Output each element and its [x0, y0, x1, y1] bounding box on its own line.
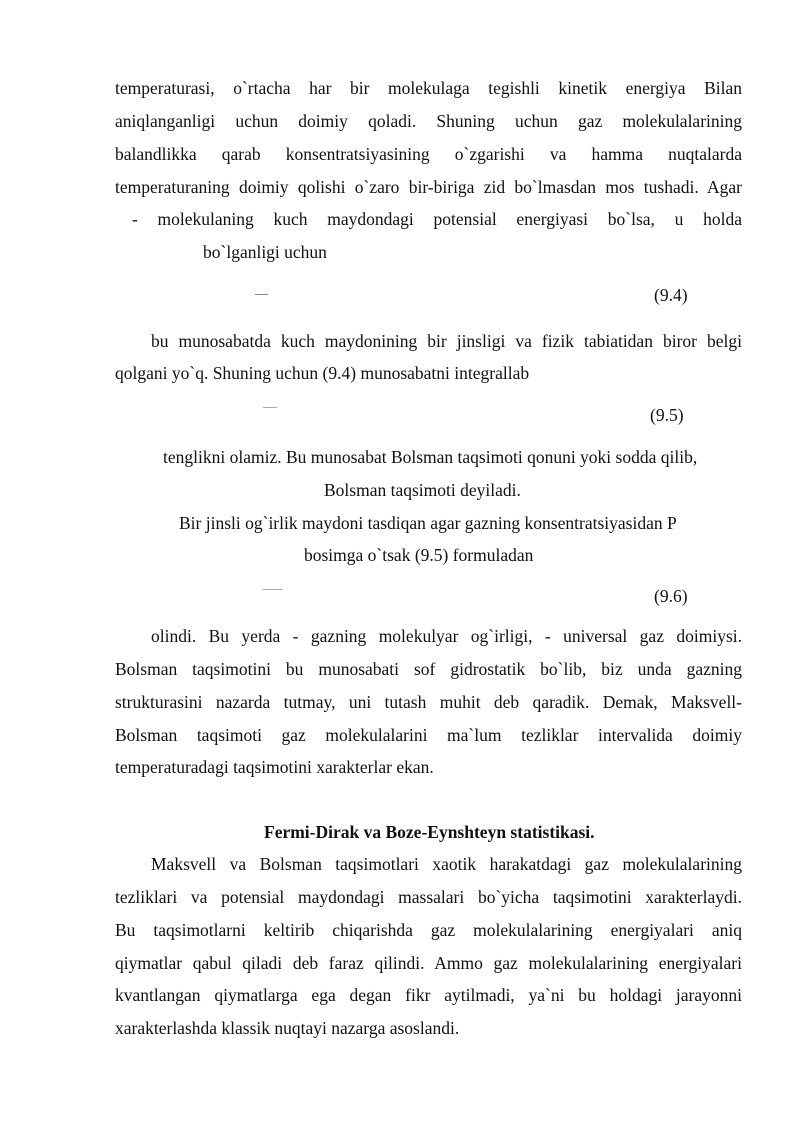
fraction-bar-9-4 [255, 294, 268, 295]
paragraph-3-line-1: tenglikni olamiz. Bu munosabat Bolsman taqsimoti qonuni yoki sodda qilib, [163, 447, 698, 467]
fraction-bar-9-6 [263, 589, 283, 590]
paragraph-2-line-2: qolgani yo`q. Shuning uchun (9.4) munosabatni integrallab [115, 363, 530, 383]
paragraph-3-line-3: Bir jinsli og`irlik maydoni tasdiqan agar gazning konsentratsiyasidan P [179, 513, 677, 533]
section-heading: Fermi-Dirak va Boze-Eynshteyn statistikasi. [264, 822, 595, 842]
paragraph-4-line-2: Bolsman taqsimotini bu munosabati sof gidrostatik bo`lib, biz unda gazning [115, 659, 742, 679]
equation-label-9-4: (9.4) [654, 285, 688, 305]
paragraph-5-line-6: xarakterlashda klassik nuqtayi nazarga asoslandi. [115, 1018, 460, 1038]
paragraph-1-line-6: bo`lganligi uchun [203, 242, 327, 262]
paragraph-3-line-2: Bolsman taqsimoti deyiladi. [324, 480, 521, 500]
paragraph-5-line-3: Bu taqsimotlarni keltirib chiqarishda gaz molekulalarining energiyalari aniq [115, 920, 742, 940]
paragraph-1-line-2: aniqlanganligi uchun doimiy qoladi. Shuning uchun gaz molekulalarining [115, 111, 742, 131]
paragraph-5-line-1: Maksvell va Bolsman taqsimotlari xaotik harakatdagi gaz molekulalarining [151, 854, 742, 874]
paragraph-5-line-4: qiymatlar qabul qiladi deb faraz qilindi. Ammo gaz molekulalarining energiyalari [115, 953, 742, 973]
paragraph-1-line-5: - molekulaning kuch maydondagi potensial energiyasi bo`lsa, u holda [132, 209, 742, 229]
paragraph-5-line-5: kvantlangan qiymatlarga ega degan fikr aytilmadi, ya`ni bu holdagi jarayonni [115, 985, 742, 1005]
paragraph-1-line-3: balandlikka qarab konsentratsiyasining o`zgarishi va hamma nuqtalarda [115, 144, 742, 164]
paragraph-4-line-4: Bolsman taqsimoti gaz molekulalarini ma`lum tezliklar intervalida doimiy [115, 725, 742, 745]
paragraph-4-line-3: strukturasini nazarda tutmay, uni tutash muhit deb qaradik. Demak, Maksvell- [115, 692, 742, 712]
paragraph-4-line-5: temperaturadagi taqsimotini xarakterlar ekan. [115, 757, 434, 777]
paragraph-1-line-4: temperaturaning doimiy qolishi o`zaro bir-biriga zid bo`lmasdan mos tushadi. Agar [115, 177, 742, 197]
equation-label-9-5: (9.5) [650, 405, 684, 425]
paragraph-3-line-4: bosimga o`tsak (9.5) formuladan [304, 545, 534, 565]
paragraph-1-line-1: temperaturasi, o`rtacha har bir molekulaga tegishli kinetik energiya Bilan [115, 78, 742, 98]
paragraph-5-line-2: tezliklari va potensial maydondagi massalari bo`yicha taqsimotini xarakterlaydi. [115, 887, 742, 907]
paragraph-4-line-1: olindi. Bu yerda - gazning molekulyar og`irligi, - universal gaz doimiysi. [151, 626, 742, 646]
fraction-bar-9-5 [263, 407, 277, 408]
paragraph-2-line-1: bu munosabatda kuch maydonining bir jinsligi va fizik tabiatidan biror belgi [151, 331, 742, 351]
equation-label-9-6: (9.6) [654, 586, 688, 606]
